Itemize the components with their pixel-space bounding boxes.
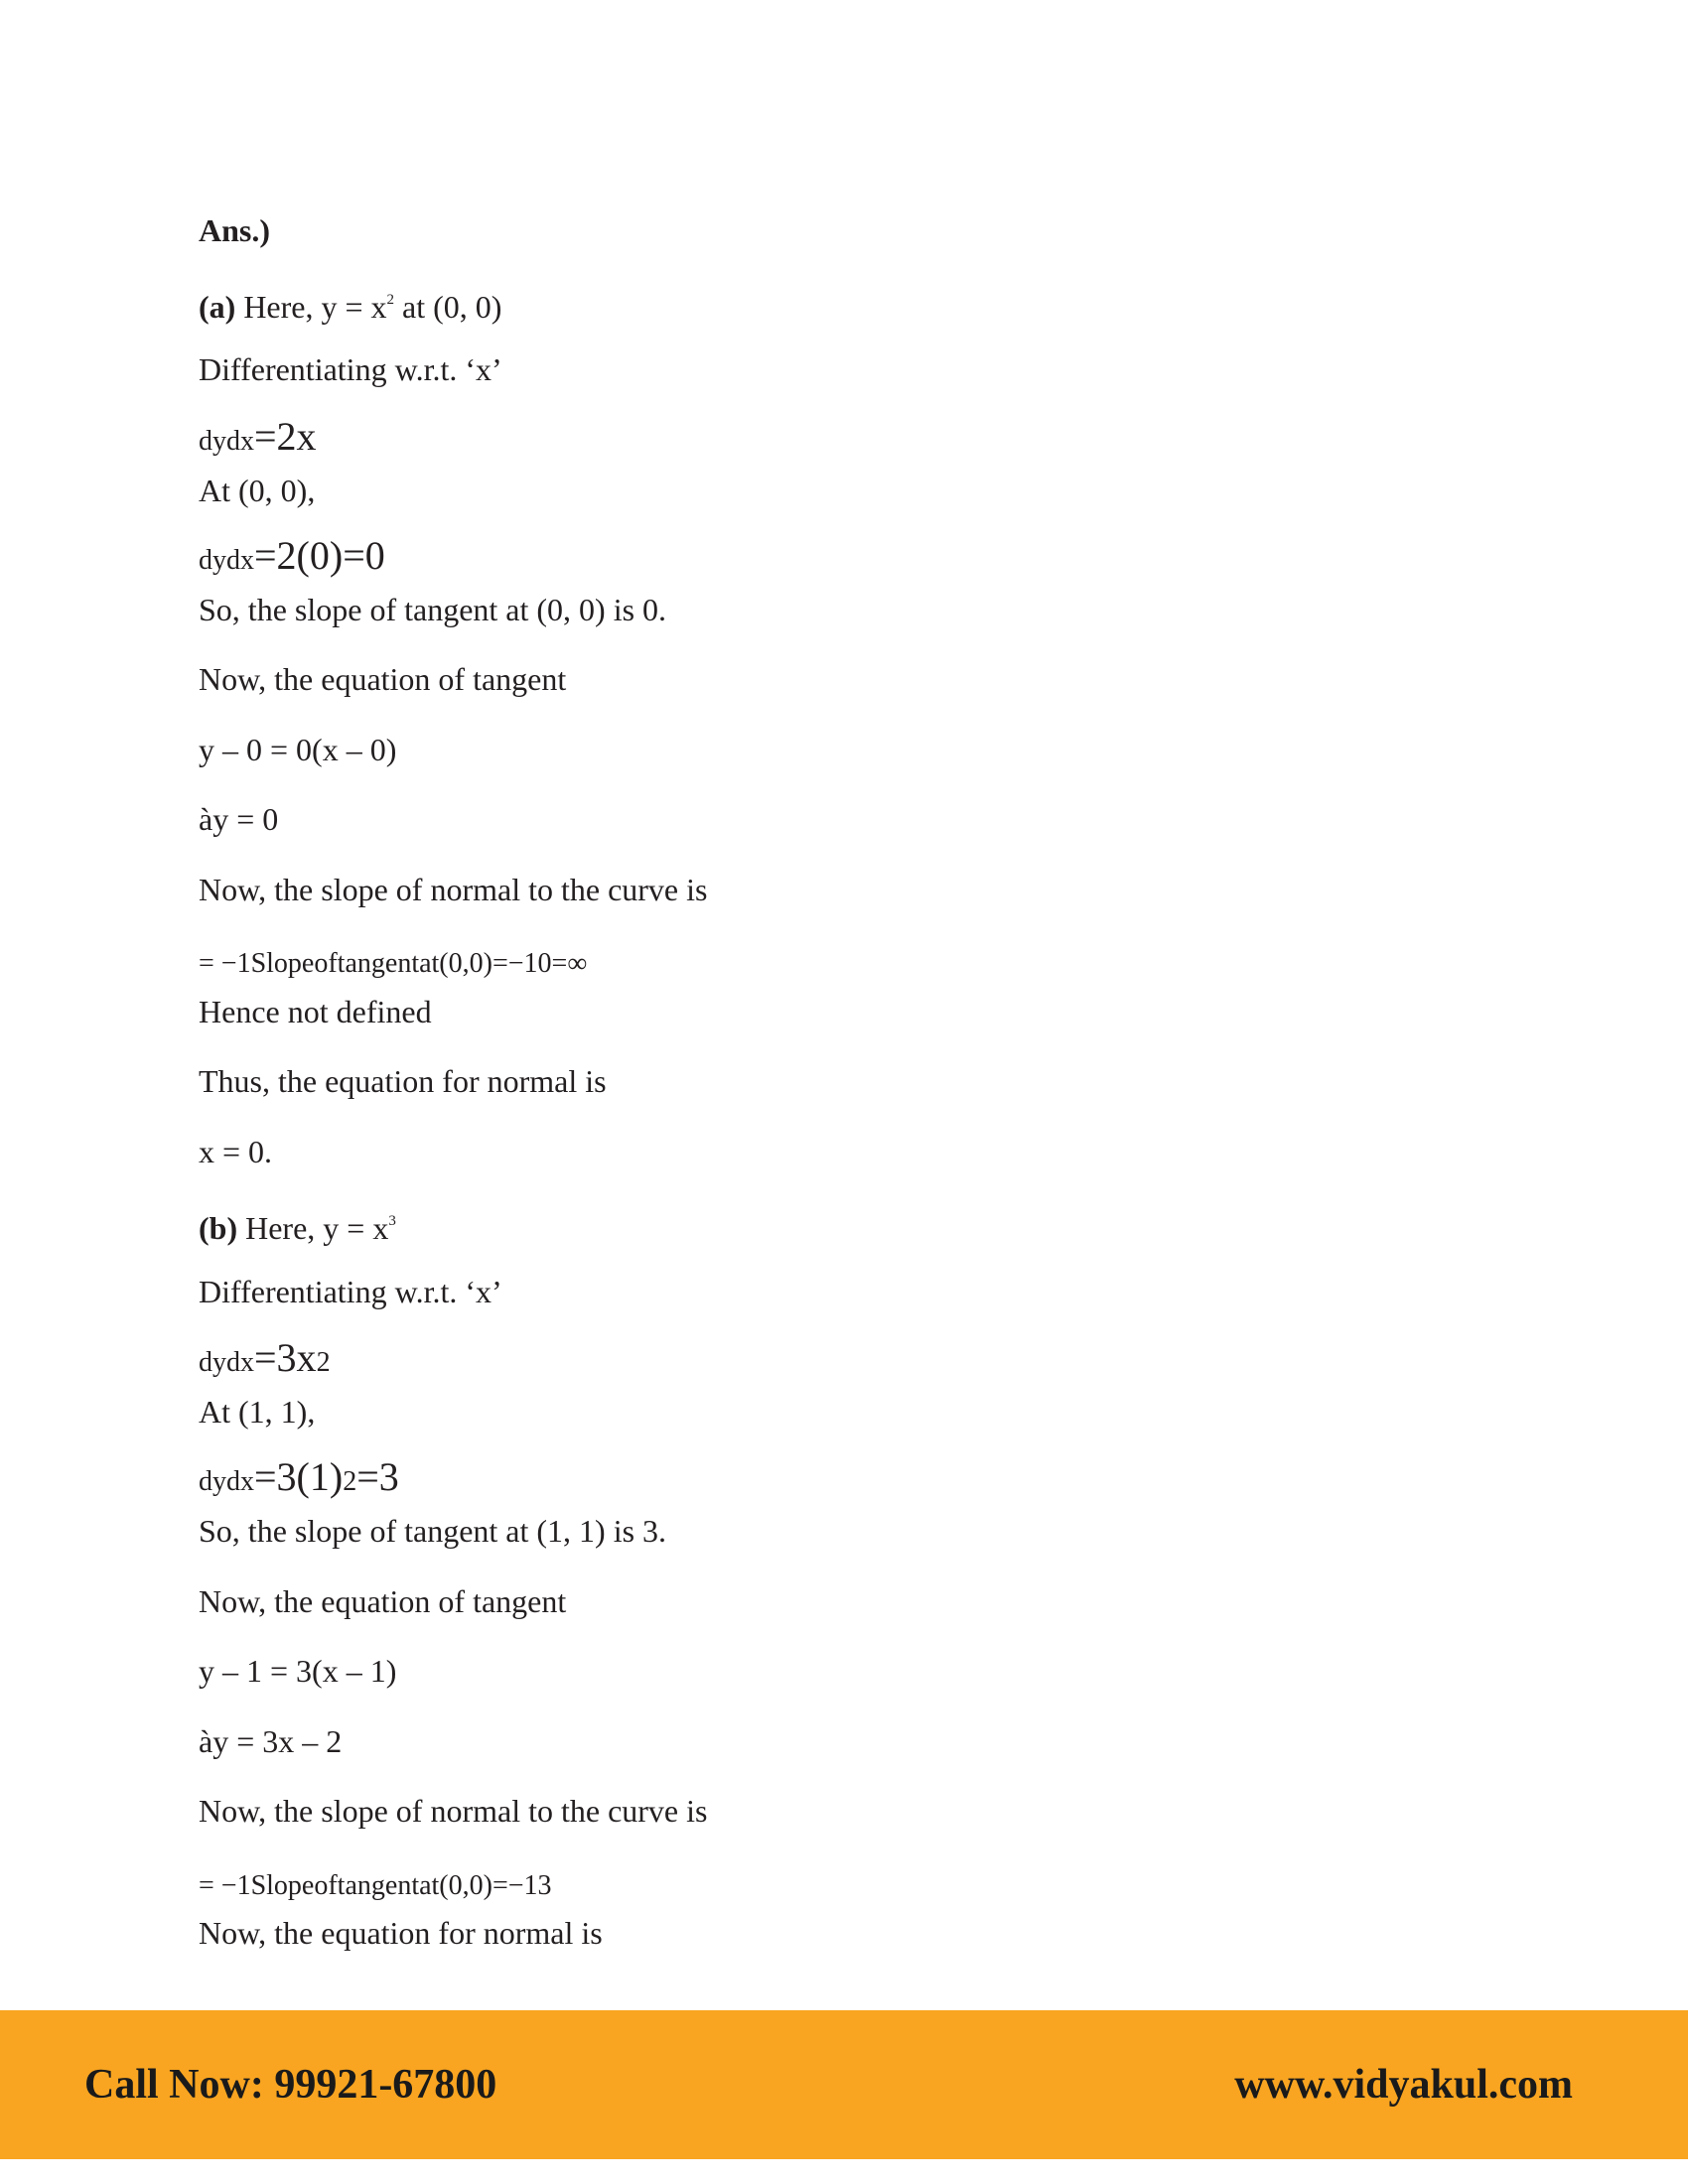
differentiating-line-2: Differentiating w.r.t. ‘x’ [199,1274,502,1309]
tangent-equation-heading-2: Now, the equation of tangent [199,1583,567,1619]
tangent-slope-line-2: So, the slope of tangent at (1, 1) is 3. [199,1513,667,1549]
at-point-line-2: At (1, 1), [199,1394,316,1430]
normal-slope-heading-2: Now, the slope of normal to the curve is [199,1793,708,1829]
derivative-value: =2x [254,414,317,459]
tangent-slope-line-1: So, the slope of tangent at (0, 0) is 0. [199,592,667,627]
normal-slope-heading-1: Now, the slope of normal to the curve is [199,872,708,907]
tangent-result-1: ày = 0 [199,801,279,837]
part-b-label: (b) [199,1210,238,1246]
derivative-equation-2 [199,534,385,583]
part-a-text: Here, y = x [235,289,387,325]
part-a-label: (a) [199,289,236,325]
part-b-statement [199,1201,396,1248]
part-a-exponent: 2 [386,292,395,308]
part-a-point: at (0, 0) [394,289,502,325]
hence-not-defined: Hence not defined [199,994,432,1029]
part-b-text: Here, y = x [237,1210,389,1246]
normal-equation-1: x = 0. [199,1134,273,1169]
derivative-result: =3 [356,1454,399,1499]
tangent-result-2: ày = 3x – 2 [199,1723,343,1759]
website-link[interactable]: www.vidyakul.com [1234,2062,1573,2108]
part-b-exponent: 3 [388,1213,396,1229]
normal-slope-expression: = −1Slopeoftangentat(0,0)=−13 [199,1870,552,1901]
dydx-label: dydx [199,1466,254,1497]
tangent-equation-heading-1: Now, the equation of tangent [199,661,567,697]
part-a-statement [199,280,501,327]
dydx-label: dydx [199,1347,254,1378]
derivative-power: 2 [343,1466,357,1497]
derivative-value: =3x [254,1335,317,1380]
dydx-label: dydx [199,426,254,457]
tangent-equation-2: y – 1 = 3(x – 1) [199,1653,397,1689]
call-now-phone[interactable]: Call Now: 99921-67800 [84,2062,497,2108]
derivative-power: 2 [316,1347,331,1378]
normal-slope-equation-2 [199,1861,552,1908]
derivative-equation-3 [199,1336,331,1385]
derivative-value: =2(0)=0 [254,533,385,578]
normal-equation-heading-1: Thus, the equation for normal is [199,1063,607,1099]
normal-equation-heading-2: Now, the equation for normal is [199,1915,603,1951]
normal-slope-expression: = −1Slopeoftangentat(0,0)=−10=∞ [199,948,588,979]
derivative-equation-1 [199,415,317,464]
footer-bar [0,2010,1688,2159]
at-point-line-1: At (0, 0), [199,473,316,508]
normal-slope-equation-1 [199,939,587,986]
dydx-label: dydx [199,545,254,576]
answer-heading: Ans.) [199,212,271,248]
derivative-value: =3(1) [254,1454,344,1499]
tangent-equation-1: y – 0 = 0(x – 0) [199,732,397,767]
differentiating-line-1: Differentiating w.r.t. ‘x’ [199,351,502,387]
derivative-equation-4 [199,1455,399,1504]
